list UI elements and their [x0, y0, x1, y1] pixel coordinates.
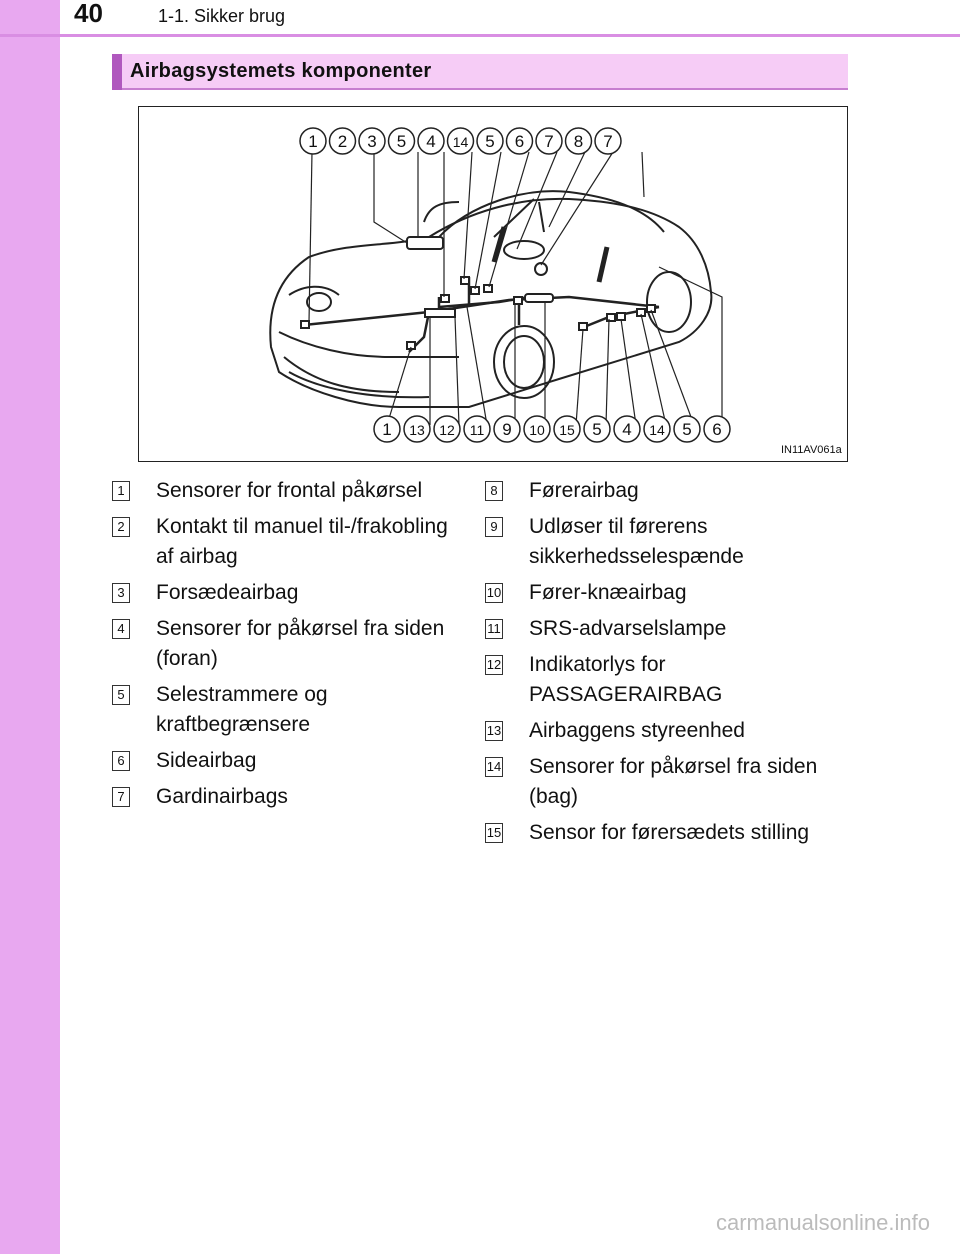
page-number: 40: [74, 0, 103, 28]
item-number: 12: [485, 655, 503, 675]
car-outline: [270, 191, 711, 407]
item-number: 1: [112, 481, 130, 501]
item-text: Sensorer for frontal påkørsel: [156, 479, 423, 502]
car-illustration: [139, 107, 847, 461]
callout-number: 2: [337, 132, 348, 151]
callout-number: 14: [452, 134, 469, 150]
item-text: Indikatorlys for PASSAGERAIRBAG: [529, 653, 723, 706]
item-number: 3: [112, 583, 130, 603]
item-text: Kontakt til manuel til-/frakobling af airbag: [156, 515, 448, 568]
section-header-bar: [112, 54, 122, 90]
item-text: Gardinairbags: [156, 785, 288, 808]
item-number: 11: [485, 619, 503, 639]
callout-number: 5: [592, 420, 602, 439]
callout-number: 7: [544, 132, 554, 151]
item-text: Selestrammere og kraftbegrænsere: [156, 683, 328, 736]
item-number: 6: [112, 751, 130, 771]
callout-number: 11: [469, 422, 485, 438]
item-text: Førerairbag: [529, 479, 639, 502]
callout-number: 8: [573, 132, 584, 151]
item-text: Forsædeairbag: [156, 581, 299, 604]
callout-number: 13: [409, 422, 425, 438]
callout-number: 5: [396, 132, 407, 151]
callout-number: 5: [682, 420, 692, 439]
callout-number: 6: [514, 132, 525, 151]
leader-lines: [309, 152, 722, 425]
item-number: 13: [485, 721, 503, 741]
item-number: 15: [485, 823, 503, 843]
callout-number: 14: [649, 422, 665, 438]
callout-number: 4: [622, 420, 632, 439]
callout-number: 7: [603, 132, 613, 151]
callout-number: 1: [308, 132, 318, 151]
item-number: 4: [112, 619, 130, 639]
wiring-harness: [304, 277, 659, 352]
callout-number: 15: [559, 422, 575, 438]
item-text: Sensor for førersædets stilling: [529, 821, 810, 844]
item-number: 8: [485, 481, 503, 501]
item-text: Airbaggens styreenhed: [529, 719, 745, 742]
airbag-components: [301, 227, 655, 349]
item-number: 2: [112, 517, 130, 537]
bottom-callouts: [374, 416, 730, 442]
item-number: 7: [112, 787, 130, 807]
item-text: Fører-knæairbag: [529, 581, 687, 604]
section-header: [112, 54, 848, 90]
page-side-strip: [0, 0, 60, 1254]
top-callouts: [300, 128, 621, 154]
callout-number: 9: [502, 420, 512, 439]
item-number: 14: [485, 757, 503, 777]
callout-number: 10: [529, 422, 545, 438]
figure-code: IN11AV061a: [781, 444, 842, 456]
callout-number: 3: [367, 132, 377, 151]
item-number: 5: [112, 685, 130, 705]
airbag-components-figure: [138, 106, 848, 462]
watermark-footer: carmanualsonline.info: [715, 1210, 930, 1235]
callout-number: 1: [382, 420, 392, 439]
header-rule: [0, 34, 960, 37]
section-title: Airbagsystemets komponenter: [130, 60, 432, 82]
item-text: SRS-advarselslampe: [529, 617, 727, 640]
callout-number: 12: [439, 422, 455, 438]
item-text: Udløser til førerens sikkerhedsselespænde: [529, 515, 744, 568]
item-text: Sensorer for påkørsel fra siden (bag): [529, 755, 818, 808]
callout-number: 6: [712, 420, 722, 439]
callout-number: 4: [426, 132, 436, 151]
item-number: 10: [485, 583, 503, 603]
item-number: 9: [485, 517, 503, 537]
item-text: Sideairbag: [156, 749, 257, 772]
item-text: Sensorer for påkørsel fra siden (foran): [156, 617, 445, 670]
chapter-title: 1-1. Sikker brug: [158, 6, 286, 26]
callout-number: 5: [485, 132, 495, 151]
